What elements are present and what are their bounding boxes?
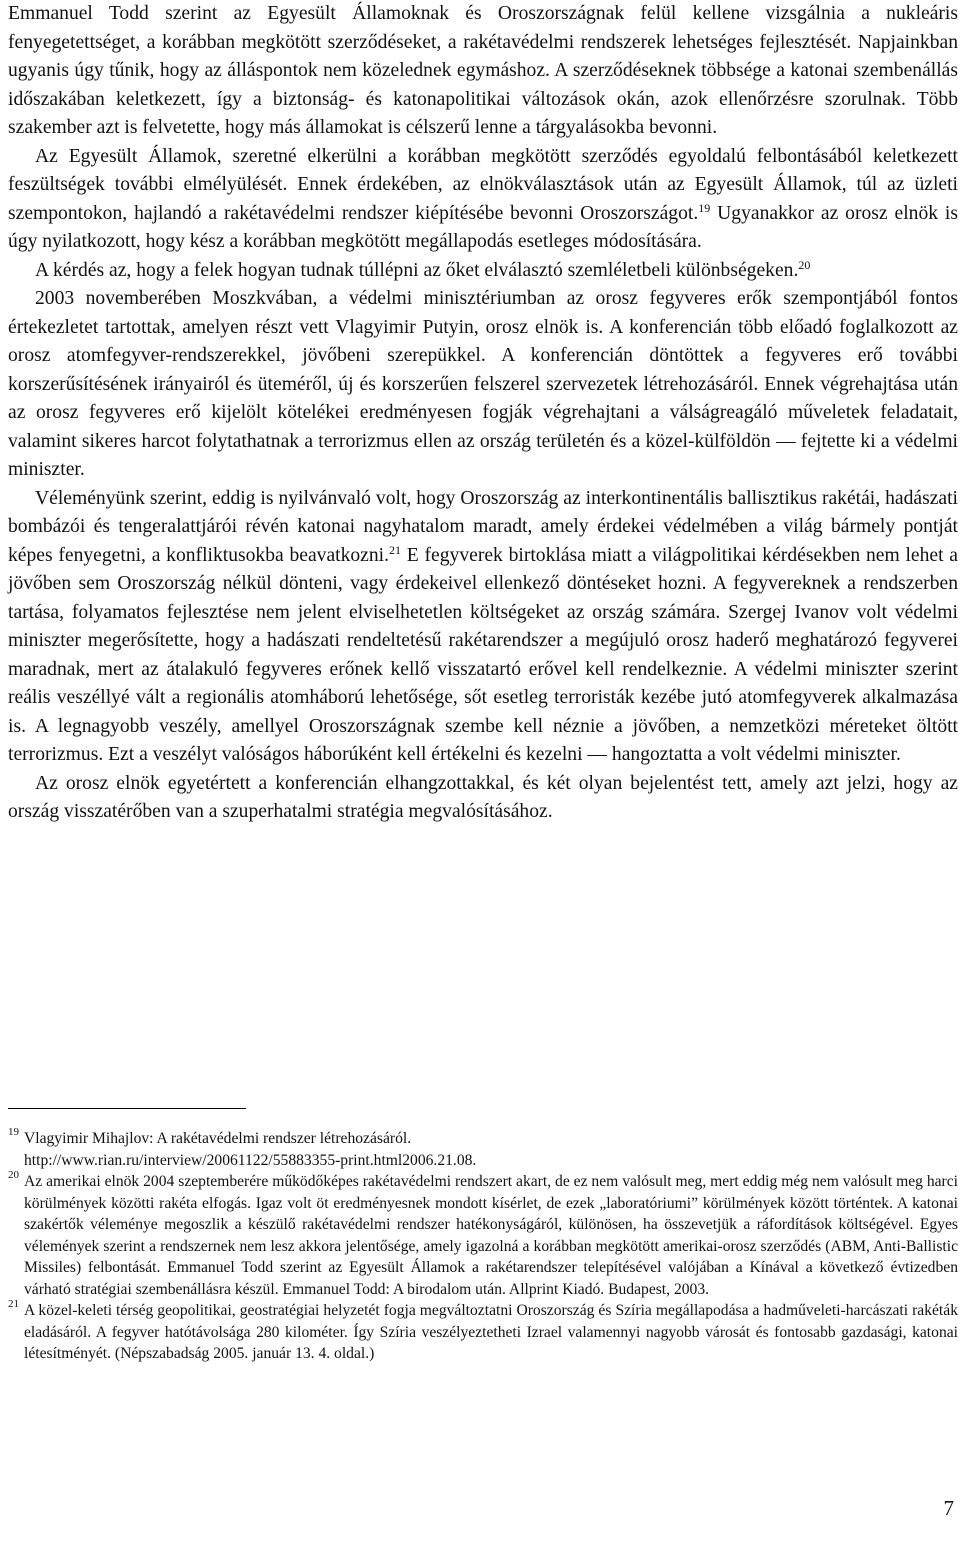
footnote-21: 21 A közel-keleti térség geopolitikai, geostratégiai helyzetét fogja megváltoztatni Oroszország és Szíria megállapodása a hadműveleti-harcászati rakéták eladásáról. A fegyver hatótávolsága 280 kilométer. Így Szíria veszélyeztetheti Izrael valamennyi nagyobb városát és fontosabb gazdasági, katonai létesítményét. (Népszabadság 2005. január 13. 4. oldal.) bbox=[8, 1300, 958, 1365]
footnote-number: 20 bbox=[8, 1169, 19, 1181]
page-number: 7 bbox=[943, 1496, 954, 1520]
footnotes bbox=[8, 1128, 958, 1365]
paragraph-5: Véleményünk szerint, eddig is nyilvánvaló volt, hogy Oroszország az interkontinentális ballisztikus rakétái, hadászati bombázói és tengeralattjárói révén katonai nagyhatalom maradt, amely érdekei védelmében a világ bármely pontját képes fenyegetni, a konfliktusokba beavatkozni.$^{21}$ E fegyverek birtoklása miatt a világpolitikai kérdésekben nem lehet a jövőben sem Oroszország nélkül dönteni, vagy érdekeivel ellenkező döntéseket hozni. A fegyvereknek a rendszerben tartása, folyamatos fejlesztése nem jelent elviselhetetlen költségeket az ország számára. Szergej Ivanov volt védelmi miniszter megerősítette, hogy a hadászati rendeltetésű rakétarendszer a megújuló orosz haderő meghatározó fegyverei maradnak, mert az átalakuló fegyveres erőnek kellő visszatartó erővel kell rendelkeznie. A védelmi miniszter szerint reális veszéllyé vált a regionális atomháború lehetősége, sőt esetleg terroristák kezébe jutó atomfegyverek alkalmazása is. A legnagyobb veszély, amellyel Oroszországnak szembe kell néznie a jövőben, a nemzetközi méreteket öltött terrorizmus. Ezt a veszélyt valóságos háborúként kell értékelni és kezelni — hangoztatta a volt védelmi miniszter. bbox=[8, 487, 958, 765]
footnote-url: http://www.rian.ru/interview/20061122/55883355-print.html2006.21.08. bbox=[24, 1151, 477, 1169]
paragraph-3: A kérdés az, hogy a felek hogyan tudnak túllépni az őket elválasztó szemléletbeli különbségeken.$^{20}$ bbox=[35, 257, 811, 281]
footnote-ref-21: 21 bbox=[389, 542, 402, 557]
paragraph-2: Az Egyesült Államok, szeretné elkerülni a korábban megkötött szerződés egyoldalú felbontásából keletkezett feszültségek további elmélyülését. Ennek érdekében, az elnökválasztások után az Egyesült Államok, túl az üzleti szempontokon, hajlandó a rakétavédelmi rendszer kiépítésébe bevonni Oroszországot.$^{19}$ Ugyanakkor az orosz elnök is úgy nyilatkozott, hogy kész a korábban megkötött megállapodás esetleges módosítására. bbox=[8, 145, 958, 252]
footnote-20: 20 Az amerikai elnök 2004 szeptemberére működőképes rakétavédelmi rendszert akart, de ez nem valósult meg, mert eddig még nem valósult meg harci körülmények közötti rakéta elfogás. Igaz volt öt eredményesnek mondott kísérlet, de ezek „laboratóriumi” körülmények között történtek. A katonai szakértők véleménye megoszlik a készülő rakétavédelmi rendszer hatékonyságáról, különösen, ha összevetjük a ráfordítások költségével. Egyes vélemények szerint a rendszernek nem lesz akkora jelentősége, amely igazolná a korábban megkötött amerikai-orosz szerződés (ABM, Anti-Ballistic Missiles) felbontását. Emmanuel Todd szerint az Egyesült Államok a rakétarendszer telepítésével valójában a Kínával a következő évtizedben várható stratégiai szembenállásra készül. Emmanuel Todd: A birodalom után. Allprint Kiadó. Budapest, 2003. bbox=[8, 1171, 958, 1300]
paragraph-1: Emmanuel Todd szerint az Egyesült Államoknak és Oroszországnak felül kellene vizsgálnia a nukleáris fenyegetettséget, a korábban megkötött szerződéseket, a rakétavédelmi rendszerek lehetséges fejlesztését. Napjainkban ugyanis úgy tűnik, hogy az álláspontok nem közelednek egymáshoz. A szerződéseknek többsége a katonai szembenállás időszakában keletkezett, így a biztonság- és katonapolitikai változások okán, azok ellenőrzésre szorulnak. Több szakember azt is felvetette, hogy más államokat is célszerű lenne a tárgyalásokba bevonni. bbox=[8, 3, 958, 138]
footnote-ref-19: 19 bbox=[698, 200, 711, 215]
footnote-number: 21 bbox=[8, 1298, 19, 1310]
main-text bbox=[8, 0, 958, 827]
footnote-separator bbox=[8, 1108, 246, 1109]
footnote-ref-20: 20 bbox=[798, 257, 811, 272]
document-page bbox=[8, 0, 958, 1541]
paragraph-4: 2003 novemberében Moszkvában, a védelmi minisztériumban az orosz fegyveres erők szempontjából fontos értekezletet tartottak, amelyen részt vett Vlagyimir Putyin, orosz elnök is. A konferencián több előadó foglalkozott az orosz atomfegyver-rendszerekkel, jövőbeni szerepükkel. A konferencián döntöttek a fegyveres erő további korszerűsítésének irányairól és üteméről, új és korszerűen felszerel szervezetek létrehozásáról. Ennek végrehajtása után az orosz fegyveres erő kijelölt kötelékei eredményesen fogják végrehajtani a válságreagáló műveletek feladatait, valamint sikeres harcot folytathatnak a terrorizmus ellen az ország területén és a közel-külföldön — fejtette ki a védelmi miniszter. bbox=[8, 288, 958, 480]
footnote-number: 19 bbox=[8, 1126, 19, 1138]
footnote-19: 19 Vlagyimir Mihajlov: A rakétavédelmi rendszer létrehozásáról. http://www.rian.ru/interview/20061122/55883355-print.html2006.21.08. bbox=[8, 1128, 958, 1171]
paragraph-6: Az orosz elnök egyetértett a konferencián elhangzottakkal, és két olyan bejelentést tett, amely azt jelzi, hogy az ország visszatérőben van a szuperhatalmi stratégia megvalósításához. bbox=[8, 772, 958, 822]
